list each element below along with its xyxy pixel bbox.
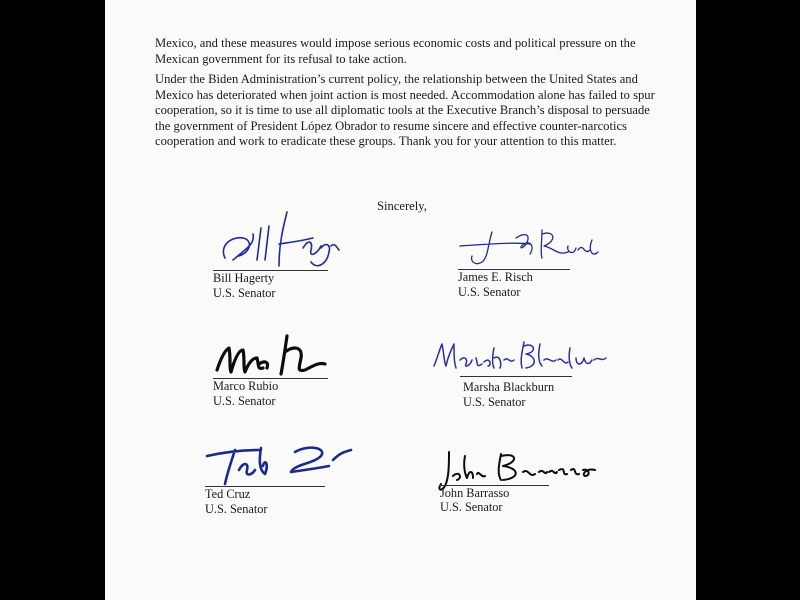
signatory-title: U.S. Senator xyxy=(458,285,521,299)
letter-paragraph-2: Under the Biden Administration’s current policy, the relationship between the United States and Mexico has deteriorated when joint action is most needed. Accommodation alone has failed to spur cooperation, so it is time to use all diplomatic tools at the Executive Branch’s disposal to persuade the government of President López Obrador to resume sincere and effective counter-narcotics cooperation and work to eradicate these groups. Thank you for your attention to this matter. xyxy=(155,72,655,148)
signatory-title: U.S. Senator xyxy=(213,394,276,408)
closing-salutation: Sincerely, xyxy=(377,199,427,213)
letter-page xyxy=(105,0,696,600)
letter-paragraph-1: Mexico, and these measures would impose serious economic costs and political pressure on the Mexican government for its refusal to take action. xyxy=(155,36,636,66)
signatory-name: John Barrasso xyxy=(440,486,510,500)
signatory-title: U.S. Senator xyxy=(463,395,526,409)
signatory-name: Ted Cruz xyxy=(205,487,251,501)
signature-rubio xyxy=(213,328,353,383)
signatory-title: U.S. Senator xyxy=(440,500,503,514)
signatory-name: Marsha Blackburn xyxy=(463,380,555,394)
signatory-title: U.S. Senator xyxy=(205,502,268,516)
signatory-title: U.S. Senator xyxy=(213,286,276,300)
signatory-name: Marco Rubio xyxy=(213,379,279,393)
signatory-name: James E. Risch xyxy=(458,270,533,284)
signature-risch xyxy=(458,222,618,272)
signature-hagerty xyxy=(213,208,353,273)
signature-cruz xyxy=(205,440,355,490)
signatory-name: Bill Hagerty xyxy=(213,271,275,285)
signature-blackburn xyxy=(430,338,610,378)
signature-line xyxy=(460,376,572,377)
